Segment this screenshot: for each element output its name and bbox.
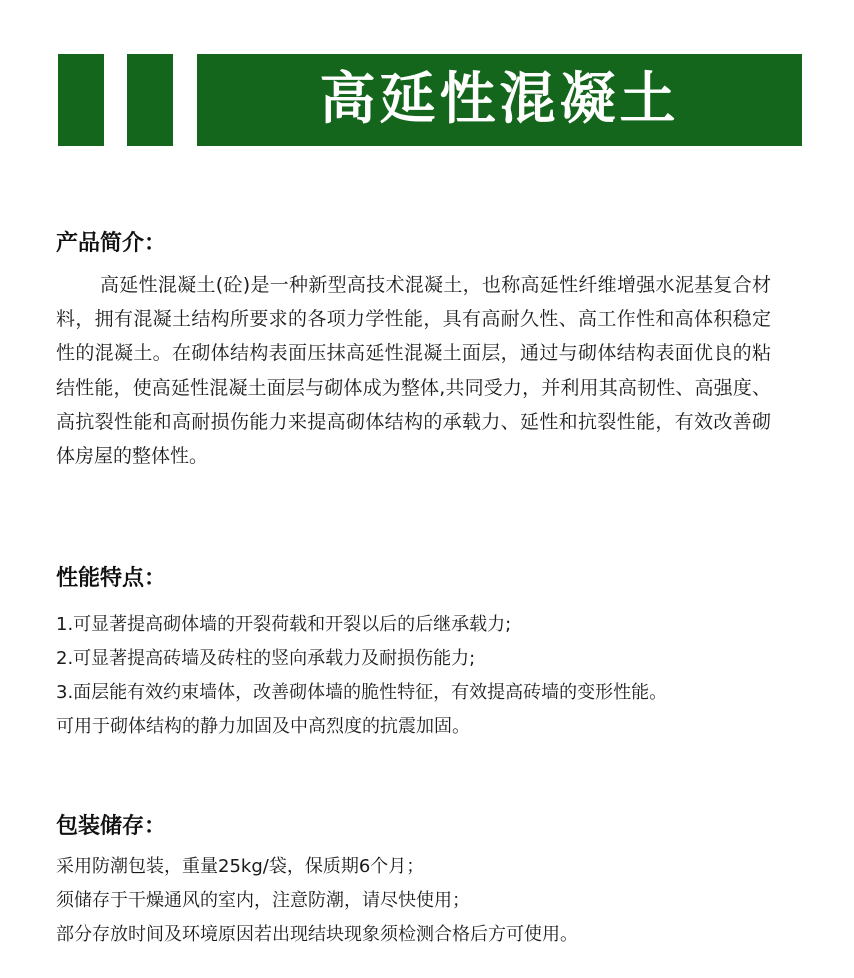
banner-accent-bar-left: [58, 54, 104, 146]
feature-item: 可用于砌体结构的静力加固及中高烈度的抗震加固。: [56, 716, 470, 737]
features-heading: 性能特点：: [56, 566, 167, 591]
storage-heading: 包装储存：: [56, 814, 167, 839]
storage-item: 采用防潮包装，重量25kg/袋，保质期6个月；: [56, 856, 425, 877]
intro-paragraph: 高延性混凝土(砼)是一种新型高技术混凝土，也称高延性纤维增强水泥基复合材料，拥有混凝土结构所要求的各项力学性能，具有高耐久性、高工作性和高体积稳定性的混凝土。在砌体结构表面压抹高延性混凝土面层，通过与砌体结构表面优良的粘结性能，使高延性混凝土面层与砌体成为整体,共同受力，并利用其高韧性、高强度、高抗裂性能和高耐损伤能力来提高砌体结构的承载力、延性和抗裂性能，有效改善砌体房屋的整体性。: [56, 274, 771, 468]
feature-item: 1.可显著提高砌体墙的开裂荷载和开裂以后的后继承载力;: [56, 614, 512, 635]
banner-accent-bar-middle: [127, 54, 173, 146]
storage-item: 须储存于干燥通风的室内，注意防潮，请尽快使用；: [56, 890, 470, 911]
feature-item: 2.可显著提高砖墙及砖柱的竖向承载力及耐损伤能力;: [56, 648, 476, 669]
features-list: [56, 608, 836, 744]
intro-heading: 产品简介：: [56, 231, 167, 256]
page-title: 高延性混凝土: [319, 67, 680, 132]
storage-list: [56, 850, 836, 952]
storage-item: 部分存放时间及环境原因若出现结块现象须检测合格后方可使用。: [56, 924, 578, 945]
feature-item: 3.面层能有效约束墙体，改善砌体墙的脆性特征，有效提高砖墙的变形性能。: [56, 682, 668, 703]
